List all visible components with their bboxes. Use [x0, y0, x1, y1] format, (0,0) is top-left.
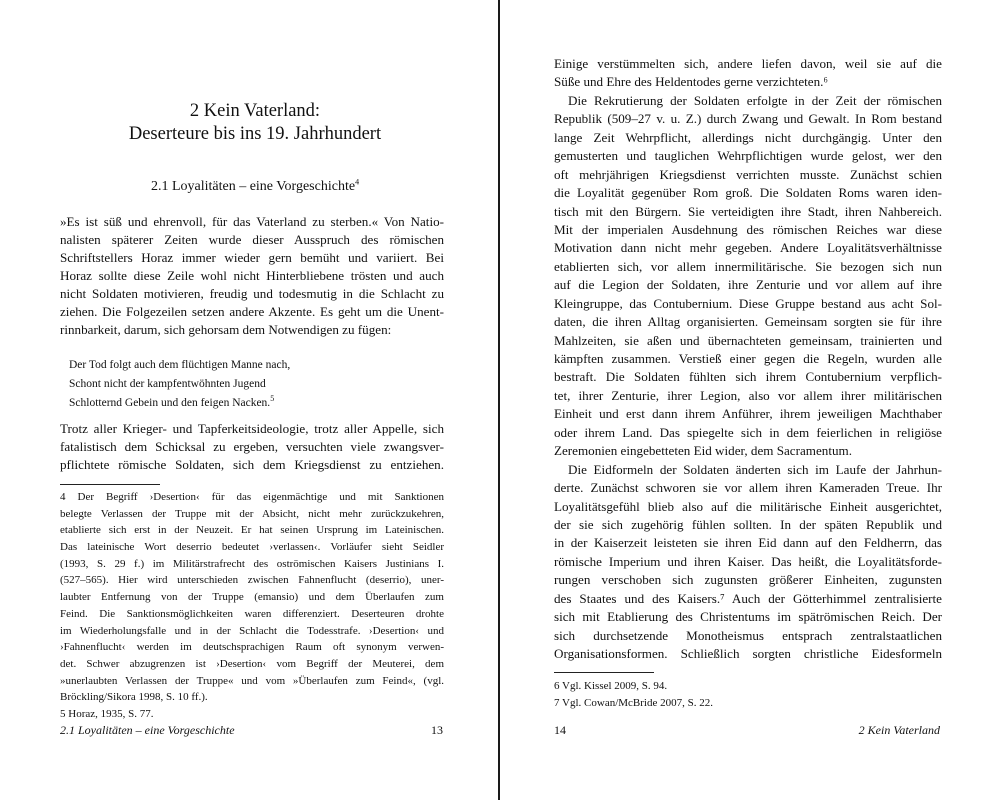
text-line: Kleingruppe, das Contubernium. Diese Gruppe bestand aus acht Sol- — [554, 295, 942, 311]
text-line: Die Rekrutierung der Soldaten erfolgte in der Zeit der römischen — [568, 92, 942, 108]
text-line: römische Imperium und ihren Kaiser. Das heißt, die Loyalitätsforde- — [554, 553, 942, 569]
text-line: nalisten späterer Zeiten wurde dieser Ausspruch des römischen — [60, 232, 444, 247]
text-line: Schriftstellers Horaz immer wieder gern bemüht und variiert. Bei — [60, 250, 444, 265]
text-line: der sie sich zugehörig fühlen sollten. In der späten Republik und — [554, 516, 942, 532]
text-line: pflichtete römische Soldaten, sich dem Kriegsdienst zu entziehen. — [60, 457, 444, 472]
footnote-line: etablierte sich erst in der Neuzeit. Er hat seinen Ursprung im Lateinischen. — [60, 524, 444, 537]
section-title — [60, 178, 450, 196]
text-line: nicht Soldaten motivieren, freudig und todesmutig in die Schlacht zu — [60, 286, 444, 301]
text-line: des Staates und des Kaisers.⁷ Auch der Götterhimmel zentralisierte — [554, 590, 942, 606]
text-line: Zeremonien eingebetteten Eid wider, dem Sacramentum. — [554, 443, 852, 459]
footnote-line: belegte Verlassen der Truppe mit der Absicht, nicht mehr zurückzukehren, — [60, 507, 444, 520]
footnotes — [60, 489, 444, 723]
footnote-line: 6 Vgl. Kissel 2009, S. 94. — [554, 680, 668, 692]
poem-line: Schont nicht der kampfentwöhnten Jugend — [69, 378, 266, 390]
text-line: rungen verschoben sich zugunsten größerer Einheiten, zugunsten — [554, 572, 942, 588]
footnotes — [554, 678, 944, 711]
poem-quote — [69, 356, 290, 413]
text-line: oder ihrem Land. Das spiegelte sich in dem feierlichen in religiöse — [554, 424, 942, 440]
text-line: derte. Zunächst schworen sie vor allem ihren Kameraden Treue. Ihr — [554, 480, 942, 496]
text-line: Mit der imperialen Ausdehnung des römischen Reiches war diese — [554, 221, 942, 237]
running-head: 2 Kein Vaterland — [858, 723, 940, 737]
poem-line: Der Tod folgt auch dem flüchtigen Manne nach, — [69, 359, 291, 371]
text-line: tet, ihrer Zenturie, ihrer Legion, also vor allem ihrer militärischen — [554, 387, 942, 403]
footnote-line: Das lateinische Wort deserrio bedeutet ›verlassen‹. Vorläufer sieht Seidler — [60, 541, 444, 554]
text-line: in der Kaiserzeit leisteten sie ihren Eid dann auf den Feldherrn, das — [554, 535, 942, 551]
text-line: Süße und Ehre des Heldentodes gerne verzichteten.⁶ — [554, 74, 828, 90]
page-number: 14 — [554, 723, 566, 737]
poem-line-text: Schlotternd Gebein und den feigen Nacken. — [69, 397, 271, 409]
chapter-title — [60, 100, 450, 146]
text-line: die Loyalität gegenüber Rom groß. Die Soldaten Roms waren iden- — [554, 185, 942, 201]
text-line: etablierten sich, vor allem innermilitärische. Sie bezogen sich nun — [554, 258, 942, 274]
footnote-divider — [554, 672, 654, 673]
body-text — [554, 55, 942, 663]
text-line: tisch mit den Bürgern. Sie verteidigten ihre Stadt, ihren Nahbereich. — [554, 203, 942, 219]
text-line: kämpften zusammen. Verstieß einer gegen die Regeln, wurden alle — [554, 351, 942, 366]
text-line: fatalistisch dem Schicksal zu ergeben, versuchten viele zwangsver- — [60, 439, 444, 454]
text-line: Motivation dann nicht mehr gegeben. Andere Loyalitätsverhältnisse — [554, 240, 942, 256]
body-paragraph — [60, 213, 444, 339]
footnote-line: 4 Der Begriff ›Desertion‹ für das eigenmächtige und mit Sanktionen — [60, 491, 444, 503]
text-line: Mahlzeiten, sie aßen und übernachteten gemeinsam, trainierten und — [554, 332, 942, 348]
footnote-line: im Wiederholungsfalle und in der Schlacht die Todesstrafe. ›Desertion‹ und — [60, 624, 444, 637]
footnote-line: 5 Horaz, 1935, S. 77. — [60, 707, 154, 720]
text-line: Einige verstümmelten sich, andere liefen davon, weil sie auf die — [554, 56, 942, 71]
right-page — [500, 0, 1000, 800]
footnote-line: »unerlaubten Verlassen der Truppe« und vom »Überlaufen zum Feind«, (vgl. — [60, 674, 444, 687]
text-line: ziehen. Die Folgezeilen setzen andere Akzente. Es geht um die Unent- — [60, 304, 444, 319]
body-paragraph — [60, 420, 444, 474]
text-line: sich mit Etablierung des Christentums im spätrömischen Reich. Der — [554, 609, 942, 625]
text-line: Loyalitätsgefühl blieb also auf die militärische Einheit ausgerichtet, — [554, 498, 942, 514]
text-line: oft mehrjährigen Kriegsdienst verrichten musste. Zunächst schien — [554, 166, 942, 182]
text-line: auf die Legion der Soldaten, ihre Zenturie und vor allem auf ihre — [554, 277, 942, 293]
footnote-divider — [60, 484, 160, 485]
footnote-line: (1993, S. 29 f.) im Militärstrafrecht des oströmischen Kaisers Justinians I. — [60, 557, 444, 570]
text-line: bestraft. Die Soldaten fühlten sich ihrem Contubernium verpflich- — [554, 369, 942, 385]
chapter-title-line: Deserteure bis ins 19. Jahrhundert — [128, 124, 382, 144]
text-line: sich durchsetzende Monotheismus entsprach zentralstaatlichen — [554, 627, 942, 643]
text-line: Organisationsformen. Schließlich sorgten christliche Eidesformeln — [554, 646, 942, 661]
poem-line-last — [69, 394, 290, 413]
text-line: Die Eidformeln der Soldaten änderten sich im Laufe der Jahrhun- — [568, 461, 942, 477]
footnote-line: Feind. Die Sanktionsmöglichkeiten waren differenziert. Deserteuren drohte — [60, 607, 444, 620]
section-title-text: 2.1 Loyalitäten – eine Vorgeschichte — [150, 179, 356, 194]
footnote-line: laubter Entfernung von der Truppe (emansio) und dem Überlaufen zum — [60, 591, 444, 604]
text-line: Trotz aller Krieger- und Tapferkeitsideologie, trotz aller Appelle, sich — [60, 421, 444, 436]
footnote-marker: 5 — [270, 394, 275, 404]
footnote-line: Bröckling/Sikora 1998, S. 10 ff.). — [60, 691, 208, 704]
footnote-marker: 4 — [355, 177, 360, 187]
text-line: lange Zeit Wehrpflicht, allerdings nicht durchgängig. Unter den — [554, 129, 942, 145]
chapter-title-line: 2 Kein Vaterland: — [189, 101, 321, 121]
footnote-line: 7 Vgl. Cowan/McBride 2007, S. 22. — [554, 696, 713, 709]
page-number: 13 — [431, 723, 443, 737]
text-line: daten, die ihren Alltag organisierten. Gemeinsam sorgten sie für ihre — [554, 314, 942, 330]
text-line: Einheit und erst dann ihrem Anführer, ihrem jeweiligen Machthaber — [554, 406, 942, 422]
footnote-line: det. Schwer abzugrenzen ist ›Desertion‹ vom Begriff der Meuterei, dem — [60, 657, 444, 670]
text-line: Republik (509–27 v. u. Z.) durch Zwang und Gewalt. In Rom bestand — [554, 111, 942, 127]
left-page — [0, 0, 498, 800]
text-line: gemusterten und tauglichen Wehrpflichtigen wurde gelost, wer den — [554, 148, 942, 164]
running-head: 2.1 Loyalitäten – eine Vorgeschichte — [60, 723, 235, 737]
text-line: »Es ist süß und ehrenvoll, für das Vaterland zu sterben.« Von Natio- — [60, 214, 444, 229]
text-line: rinnbarkeit, darum, sich gehorsam dem Notwendigen zu fügen: — [60, 322, 392, 337]
text-line: Horaz sollte diese Zeile wohl nicht Hinterbliebene trösten und auch — [60, 268, 444, 283]
footnote-line: (527–565). Hier wird unterschieden zwischen Fahnenflucht (deserrio), uner- — [60, 574, 444, 587]
footnote-line: ›Fahnenflucht‹ werden im deutschsprachigen Raum oft synonym verwen- — [60, 641, 444, 654]
